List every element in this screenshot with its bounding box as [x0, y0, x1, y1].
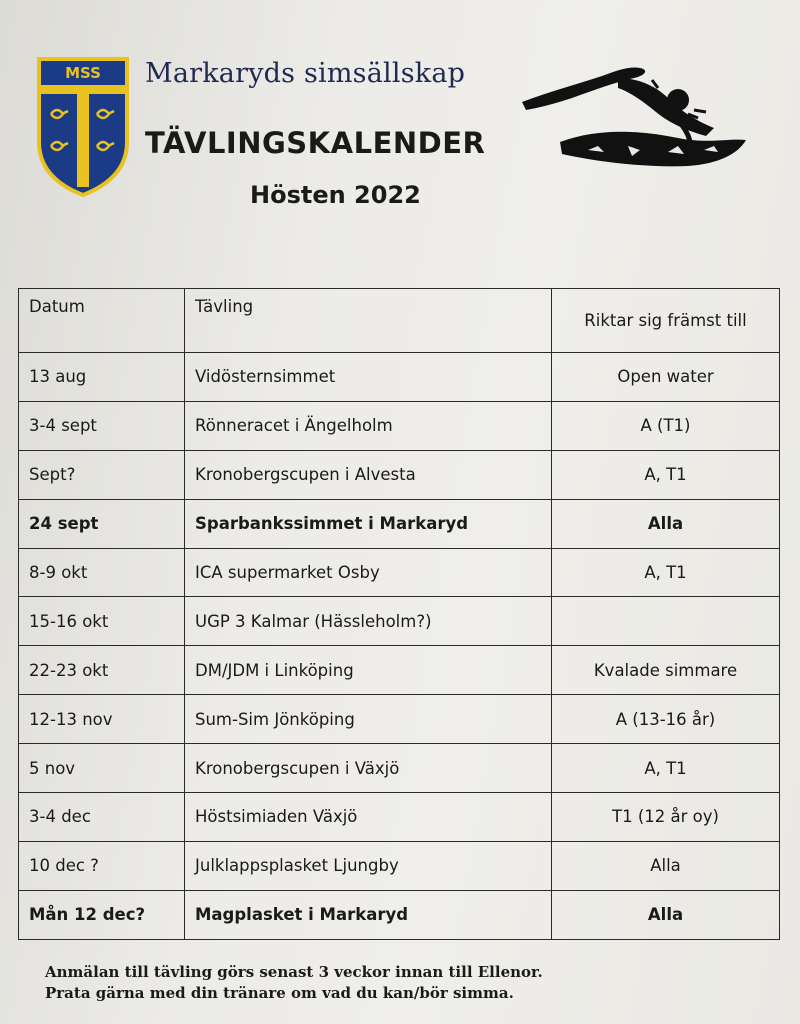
table-row	[19, 548, 780, 597]
table-row	[19, 695, 780, 744]
row-event: UGP 3 Kalmar (Hässleholm?)	[185, 597, 552, 646]
table-header-row	[19, 289, 780, 353]
table-row	[19, 499, 780, 548]
table-row	[19, 841, 780, 890]
club-name: Markaryds simsällskap	[145, 58, 466, 89]
page-title: TÄVLINGSKALENDER	[145, 126, 486, 160]
table-row	[19, 353, 780, 402]
table-row	[19, 793, 780, 842]
row-audience: A, T1	[552, 744, 780, 793]
footer-line-coach: Prata gärna med din tränare om vad du kan/bör simma.	[45, 984, 514, 1002]
table-row	[19, 890, 780, 939]
row-event: Vidösternsimmet	[185, 353, 552, 402]
row-date: 3-4 sept	[19, 401, 185, 450]
row-date: 24 sept	[19, 499, 185, 548]
row-audience: T1 (12 år oy)	[552, 793, 780, 842]
table-row	[19, 450, 780, 499]
row-date: 10 dec ?	[19, 841, 185, 890]
competition-calendar-table	[18, 288, 780, 940]
row-event: ICA supermarket Osby	[185, 548, 552, 597]
header-date: Datum	[19, 289, 185, 353]
row-date: Mån 12 dec?	[19, 890, 185, 939]
row-audience: A (13-16 år)	[552, 695, 780, 744]
row-audience: Kvalade simmare	[552, 646, 780, 695]
page-subtitle: Hösten 2022	[250, 181, 421, 209]
row-audience: Alla	[552, 890, 780, 939]
row-audience: Open water	[552, 353, 780, 402]
header-event: Tävling	[185, 289, 552, 353]
logo-text: MSS	[65, 64, 101, 82]
table-row	[19, 597, 780, 646]
row-audience	[552, 597, 780, 646]
row-event: DM/JDM i Linköping	[185, 646, 552, 695]
row-date: Sept?	[19, 450, 185, 499]
row-date: 3-4 dec	[19, 793, 185, 842]
row-event: Höstsimiaden Växjö	[185, 793, 552, 842]
row-event: Rönneracet i Ängelholm	[185, 401, 552, 450]
row-date: 5 nov	[19, 744, 185, 793]
row-date: 12-13 nov	[19, 695, 185, 744]
table-row	[19, 744, 780, 793]
swimmer-icon	[518, 58, 750, 174]
row-date: 15-16 okt	[19, 597, 185, 646]
row-audience: A, T1	[552, 548, 780, 597]
row-date: 22-23 okt	[19, 646, 185, 695]
table-row	[19, 646, 780, 695]
row-audience: A, T1	[552, 450, 780, 499]
row-event: Sum-Sim Jönköping	[185, 695, 552, 744]
row-event: Magplasket i Markaryd	[185, 890, 552, 939]
row-audience: Alla	[552, 499, 780, 548]
table-row	[19, 401, 780, 450]
row-event: Kronobergscupen i Alvesta	[185, 450, 552, 499]
header-audience: Riktar sig främst till	[552, 289, 780, 353]
row-event: Kronobergscupen i Växjö	[185, 744, 552, 793]
club-shield-logo	[36, 56, 130, 198]
row-date: 13 aug	[19, 353, 185, 402]
footer-note	[45, 962, 543, 1004]
row-date: 8-9 okt	[19, 548, 185, 597]
row-event: Julklappsplasket Ljungby	[185, 841, 552, 890]
row-audience: Alla	[552, 841, 780, 890]
row-event: Sparbankssimmet i Markaryd	[185, 499, 552, 548]
footer-line-registration: Anmälan till tävling görs senast 3 veckor innan till Ellenor.	[45, 963, 543, 981]
row-audience: A (T1)	[552, 401, 780, 450]
